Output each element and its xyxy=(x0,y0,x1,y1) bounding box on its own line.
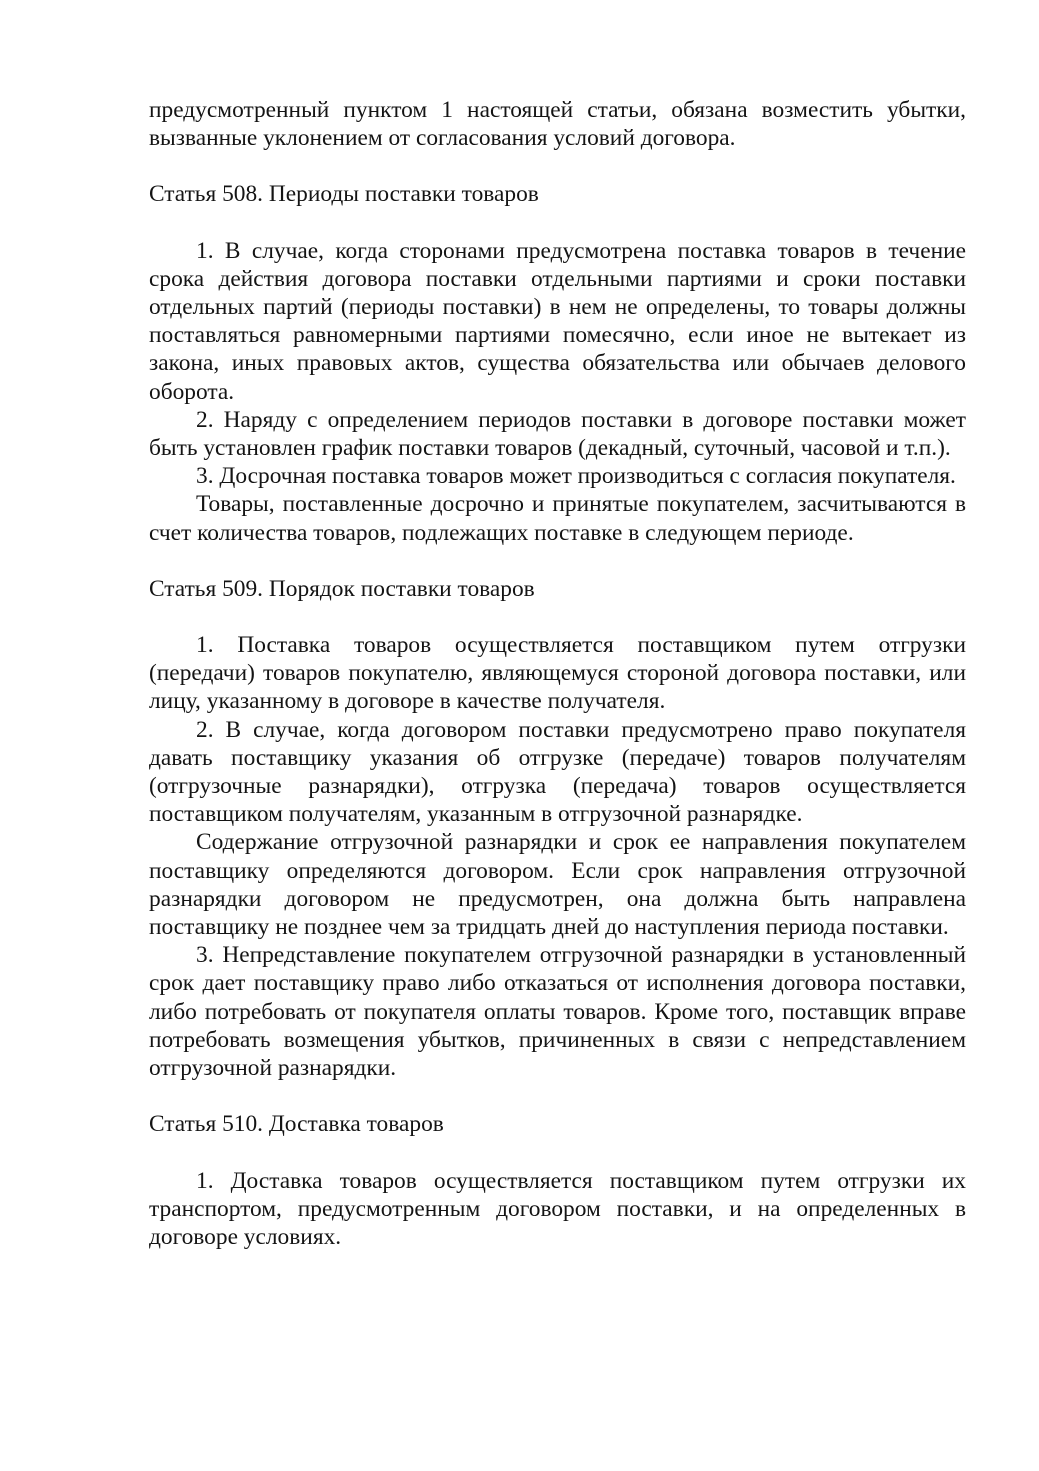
article-508-paragraph-4: Товары, поставленные досрочно и принятые покупателем, засчитываются в счет количества товаров, подлежащих поставке в следующем периоде. xyxy=(149,491,966,546)
document-page xyxy=(149,96,966,1251)
article-510-paragraph-1: 1. Доставка товаров осуществляется поставщиком путем отгрузки их транспортом, предусмотренным договором поставки, и на определенных в договоре условиях. xyxy=(149,1167,966,1250)
article-508-paragraph-2: 2. Наряду с определением периодов поставки в договоре поставки может быть установлен график поставки товаров (декадный, суточный, часовой и т.п.). xyxy=(149,406,966,462)
article-508-paragraph-1: 1. В случае, когда сторонами предусмотрена поставка товаров в течение срока действия договора поставки отдельными партиями и сроки поставки отдельных партий (периоды поставки) в нем не определены, то товары должны поставляться равномерными партиями помесячно, если иное не вытекает из закона, иных правовых актов, существа обязательства или обычаев делового оборота. xyxy=(149,237,966,405)
article-508-heading: Статья 508. Периоды поставки товаров xyxy=(149,181,539,208)
intro-paragraph: предусмотренный пунктом 1 настоящей статьи, обязана возместить убытки, вызванные уклонением от согласования условий договора. xyxy=(149,97,966,152)
article-509-paragraph-3: Содержание отгрузочной разнарядки и срок ее направления покупателем поставщику определяются договором. Если срок направления отгрузочной разнарядки договором не предусмотрен, она должна быть направлена поставщику не позднее чем за тридцать дней до наступления периода поставки. xyxy=(149,829,966,941)
article-509-paragraph-4: 3. Непредставление покупателем отгрузочной разнарядки в установленный срок дает поставщику право либо отказаться от исполнения договора поставки, либо потребовать от покупателя оплаты товаров. Кроме того, поставщик вправе потребовать возмещения убытков, причиненных в связи с непредставлением отгрузочной разнарядки. xyxy=(149,942,966,1082)
article-509-heading: Статья 509. Порядок поставки товаров xyxy=(149,575,535,602)
article-509-paragraph-2: 2. В случае, когда договором поставки предусмотрено право покупателя давать поставщику указания об отгрузке (передаче) товаров получателям (отгрузочные разнарядки), отгрузка (передача) товаров осуществляется поставщиком получателям, указанным в отгрузочной разнарядке. xyxy=(149,716,966,828)
article-510-heading: Статья 510. Доставка товаров xyxy=(149,1111,444,1138)
article-508-paragraph-3: 3. Досрочная поставка товаров может производиться с согласия покупателя. xyxy=(196,463,956,490)
article-509-paragraph-1: 1. Поставка товаров осуществляется поставщиком путем отгрузки (передачи) товаров покупателю, являющемуся стороной договора поставки, или лицу, указанному в договоре в качестве получателя. xyxy=(149,632,966,715)
